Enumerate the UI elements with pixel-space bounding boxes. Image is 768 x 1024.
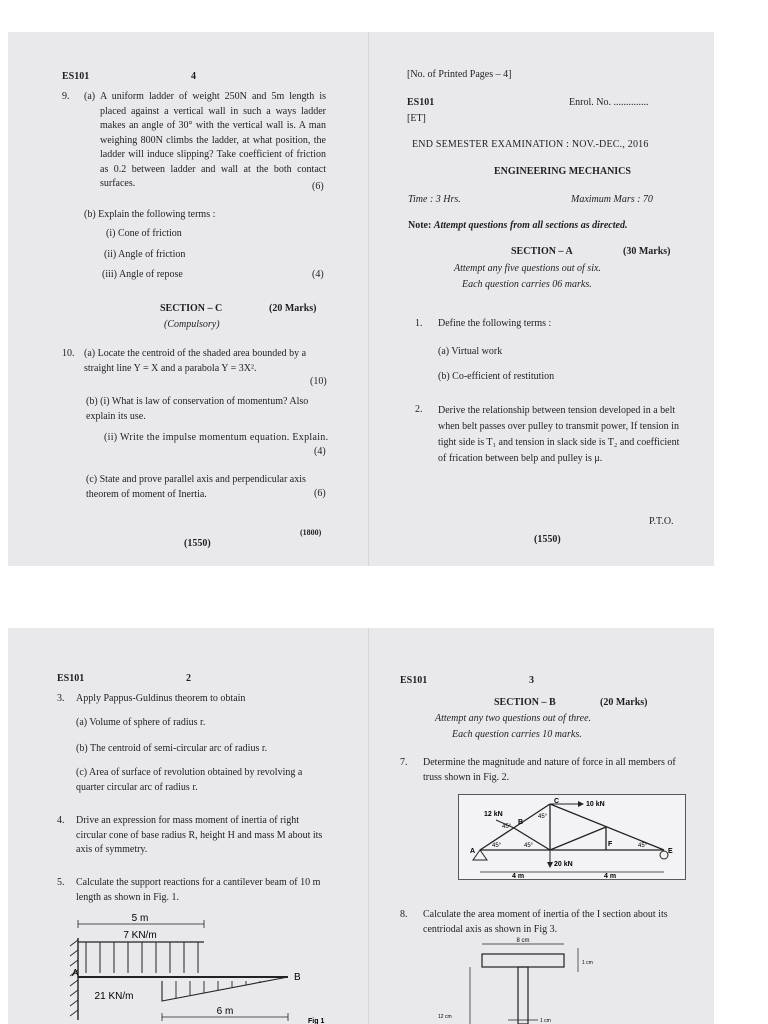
fig2-node-c: C [554,798,560,805]
section-a-title: SECTION – A [511,246,573,257]
q10bi-text: (b) (i) What is law of conservation of momentum? Also explain its use. [86,396,309,422]
note [408,219,627,234]
bottom-sheet [8,628,714,1024]
q2-text: Derive the relationship between tension developed in a belt when belt passes over pulley to transmit power, If tension in tight side is T₁ and tension in slack side is T₂ and coefficient of frication between belp and pulley is μ. [438,405,680,464]
note-label: Note: [408,220,432,231]
top-flange [482,954,564,967]
page-number: 3 [529,675,534,686]
fig1-caption: Fig 1 [308,1018,325,1024]
q7-number: 7. [400,757,408,768]
udl-arrows-top [86,942,198,973]
fig2-load-left: 12 kN [484,811,503,818]
note-text: Attempt questions from all sections as directed. [433,220,628,231]
course-code: ES101 [407,97,435,108]
section-a-line2: Each question carries 06 marks. [462,279,592,290]
fig2-load-top: 10 kN [586,801,605,808]
section-b-title: SECTION – B [494,697,556,708]
section-a-marks: (30 Marks) [623,246,671,257]
exam-title: END SEMESTER EXAMINATION : NOV.-DEC., 2016 [412,139,649,150]
fig2-angle-a: 45° [492,843,502,849]
fig2-angle-mid: 45° [524,843,534,849]
fig2-node-f: F [608,841,613,848]
fig1-point-b: B [294,972,301,983]
page-1 [368,32,714,566]
fig2-node-b: B [518,819,524,826]
section-a-line1: Attempt any five questions out of six. [454,263,601,274]
q8-text: Calculate the area moment of inertia of the I section about its centriodal axis as shown in Fig 3. [423,909,668,935]
q9a-label: (a) [84,91,96,102]
footer-code: (1550) [184,538,211,549]
course-code: ES101 [400,675,428,686]
section-b-line2: Each question carries 10 marks. [452,729,582,740]
q9-number: 9. [62,91,70,102]
page-number: 4 [191,71,196,82]
right-code: (1800) [300,528,322,537]
q2-number: 2. [415,404,423,415]
figure-3-i-section [428,934,598,1024]
fig2-load-bottom: 20 kN [554,861,573,868]
figure-2-truss [458,794,686,880]
q1-a: (a) Virtual work [438,346,503,357]
q1-b: (b) Co-efficient of restitution [438,371,555,382]
course-code: ES101 [57,673,85,684]
fig2-node-a: A [470,848,476,855]
fig1-len-top: 5 m [131,913,149,924]
footer-code: (1550) [534,534,561,545]
q10c-marks: (6) [314,488,326,499]
q3-text: Apply Pappus-Guldinus theorem to obtain [76,693,246,704]
q10bii-marks: (4) [314,446,326,457]
section-c-marks: (20 Marks) [269,303,317,314]
q1-number: 1. [415,318,423,329]
fig2-node-e: E [668,848,673,855]
q9b-item-2: (ii) Angle of friction [104,249,186,260]
page-number: 2 [186,673,191,684]
fig3-flange-width: 8 cm [516,938,530,944]
fig1-udl-top: 7 KN/m [123,930,157,941]
max-marks: Maximum Mars : 70 [571,194,653,205]
q3-b: (b) The centroid of semi-circular arc of radius r. [76,743,268,754]
section-b-marks: (20 Marks) [600,697,648,708]
q4-number: 4. [57,815,65,826]
q9a-marks: (6) [312,181,324,192]
fig3-height: 12 cm [438,1014,452,1020]
q10-number: 10. [62,348,75,359]
fig1-udl-bottom: 21 KN/m [94,991,134,1002]
figure-1-cantilever-beam [62,908,332,1024]
fig2-span-right: 4 m [604,873,617,880]
fig1-len-bottom: 6 m [216,1006,234,1017]
section-c-title: SECTION – C [160,303,223,314]
fig2-angle-left: 45° [502,824,512,830]
page-4 [8,32,368,566]
fig3-flange-thk: 1 cm [582,960,593,966]
exam-time: Time : 3 Hrs. [408,194,461,205]
q9b-marks: (4) [312,269,324,280]
top-sheet [8,32,714,566]
q10c-text: (c) State and prove parallel axis and perpendicular axis theorem of moment of Inertia. [86,474,306,500]
section-b-line1: Attempt any two questions out of three. [435,713,592,724]
web [518,967,528,1024]
fig2-angle-right: 45° [638,843,648,849]
printed-pages: [No. of Printed Pages – 4] [407,69,512,80]
q3-number: 3. [57,693,65,704]
exam-branch: [ET] [407,113,426,124]
page-3 [368,628,714,1024]
pto: P.T.O. [649,516,674,527]
q3-a: (a) Volume of sphere of radius r. [76,717,206,728]
q9b-text: (b) Explain the following terms : [84,209,216,220]
section-c-sub: (Compulsory) [164,319,220,330]
q3-c: (c) Area of surface of revolution obtained by revolving a quarter circular arc of radius r. [76,767,303,793]
fig1-point-a: A [72,968,79,979]
q10a-text: (a) Locate the centroid of the shaded area bounded by a straight line Y = X and a parabola Y = 3X². [84,348,307,374]
q5-number: 5. [57,877,65,888]
enrol-number: Enrol. No. .............. [569,97,649,108]
q7-text: Determine the magnitude and nature of force in all members of truss shown in Fig. 2. [423,757,676,783]
q1-text: Define the following terms : [438,318,552,329]
fig3-web-thk: 1 cm [540,1018,551,1024]
fig2-angle-top: 45° [538,814,548,820]
q10bii-text: (ii) Write the impulse momentum equation. Explain. [104,432,329,443]
q8-number: 8. [400,909,408,920]
q9a-text: A uniform ladder of weight 250N and 5m length is placed against a vertical wall in such a ways ladder makes an angle of 30° with the vertical wall is. A man weighing 800N climbs the ladder, at what position, the ladder will induce slipping? Take coefficient of friction as 0.2 between ladder and wall at the both contact surfaces. [100,91,326,189]
subject-title: ENGINEERING MECHANICS [494,166,631,177]
triangular-load-outline [162,977,288,1001]
fig2-span-left: 4 m [512,873,525,880]
q9b-item-3: (iii) Angle of repose [102,269,183,280]
q5-text: Calculate the support reactions for a cantilever beam of 10 m length as shown in Fig. 1. [76,877,321,903]
q4-text: Drive an expression for mass moment of inertia of right circular cone of base radius R, height H and mass M about its axis of symmetry. [76,815,323,855]
page-2 [8,628,368,1024]
course-code: ES101 [62,71,90,82]
q10a-marks: (10) [310,376,327,387]
q9b-item-1: (i) Cone of friction [106,228,182,239]
